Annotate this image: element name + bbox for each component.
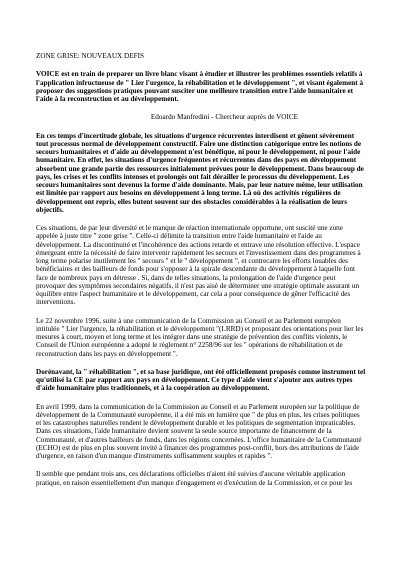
intro-line: VOICE est en train de preparer un livre blanc visant à étudier et illustrer les problèmes essentiels relatifs à: [36, 70, 363, 79]
intro-line: proposer des suggestions pratiques pouvant susciter une meilleure transition entre l'aide humanitaire et: [36, 86, 354, 95]
paragraph-line: absorbent une grande partie des ressources initialement prévues pour le développement. Dans beaucoup de: [36, 164, 364, 173]
paragraph-line: appelée à juste titre " zone grise ". Celle-ci délimite la transition entre l'aide humanitaire et l'aide au: [36, 232, 322, 241]
paragraph-line: et les catastrophes naturelles rendent le développement durable et les politiques de segmentation impraticables.: [36, 419, 356, 427]
paragraph-line: émergeant entre la nécessité de faire intervenir rapidement les secours et l'investissement dans des programmes à: [36, 248, 361, 257]
paragraph-line: mesures à court, moyen et long terme et les intégrer dans une stratégie de prévention des conflits violents, le: [36, 333, 348, 341]
paragraph-line: long terme polarise inutilement les " secours " et le " développement ", et contrecarre les efforts louables des: [36, 257, 348, 265]
paragraph-line: En avril 1999, dans la communication de la Commission au Conseil et au Parlement européen sur la politique de: [36, 402, 360, 411]
paragraph-line: est limitée par rapport aux besoins en développement à long terme. Là où des activités régulières de: [36, 189, 341, 198]
paragraph-line: pays, les crises et les conflits intenses et prolongés ont fait dérailler le processus du développement. Les: [36, 172, 350, 181]
paragraph-line: objectifs.: [36, 205, 64, 214]
paragraph-line: provoquer des symptômes secondaires négatifs, il n'est pas aisé de déterminer une stratégie optimale assurant un: [36, 281, 360, 290]
paragraph-line: (ECHO) est de plus en plus souvent invité à financer des programmes post-conflit, hors des attributions de l'aide: [36, 443, 360, 452]
section-4-paragraph: [36, 368, 413, 393]
section-3-paragraph: [36, 317, 413, 358]
paragraph-line: secours humanitaires et d'aide au développement n'est bénéfique, ni pour le développement, ni pour l'aide: [36, 148, 361, 156]
paragraph-line: Dorénavant, la " réhabilitation ", et sa base juridique, ont été officiellement proposés comme instrument tel: [36, 367, 366, 376]
intro-line: l'aide à la reconstruction et au développement.: [36, 95, 179, 103]
section-5-paragraph: [36, 403, 413, 461]
paragraph-line: Communauté, et d'autres bailleurs de fonds, dans les régions concernées. L'office humanitaire de la Communauté: [36, 435, 362, 444]
paragraph-line: qu'utilisé la CE par rapport aux pays en développement. Ce type d'aide vient s'ajouter aux autres types: [36, 376, 353, 384]
paragraph-line: Ces situations, de par leur diversité et le manque de réaction internationale opportune, ont suscité une zone: [36, 224, 343, 232]
intro-line: l'application infructueuse de " Lier l'urgence, la réhabilitation et le développement ", et visant également à: [36, 78, 364, 87]
paragraph-line: pratique, en raison essentiellement d'un manque d'engagement et d'exécution de la Commission, et ce pour les: [36, 478, 353, 487]
paragraph-line: secours humanitaires sont devenus la forme d'aide dominante. Mais, par leur nature même, leur utilisation: [36, 181, 363, 189]
paragraph-line: développement de la Communauté européenne, il a été mis en lumière que " de plus en plus, les crises politiques: [36, 410, 360, 419]
document-page: [36, 52, 413, 487]
paragraph-line: développement. La discontinuité et l'incohérence des actions retarde et entrave une résolution effective. L'espace: [36, 240, 360, 249]
section-6-paragraph: [36, 470, 413, 487]
paragraph-line: bénéficiaires et des bailleurs de fonds pour s'opposer à la spirale descendante du développement à laquelle font: [36, 265, 356, 274]
paragraph-line: interventions.: [36, 298, 76, 307]
paragraph-line: Conseil de l'Union européenne a adopté le règlement n° 2258/96 sur les " opérations de réhabilitation et de: [36, 341, 343, 350]
paragraph-line: Il semble que pendant trois ans, ces déclarations officielles n'aient été suivies d'aucune véritable application: [36, 470, 346, 479]
document-heading: ZONE GRISE: NOUVEAUX DEFIS: [36, 52, 145, 60]
section-1-paragraph: [36, 132, 413, 215]
paragraph-line: face de nombreux pays en détresse . Si, dans de telles situations, la prolongation de l'aide d'urgence peut: [36, 273, 336, 282]
intro-paragraph: [36, 70, 413, 103]
paragraph-line: En ces temps d'incertitude globale, les situations d'urgence récurrentes interdisent et gênent sévèrement: [36, 131, 355, 140]
section-2-paragraph: [36, 224, 413, 307]
paragraph-line: développement ont repris, elles butent souvent sur des obstacles considérables à la réalisation de leurs: [36, 197, 347, 206]
paragraph-line: humanitaire. En effet, les situations d'urgence fréquentes et récurrentes dans des pays en développement: [36, 156, 357, 165]
paragraph-line: Dans ces situations, l'aide humanitaire devient souvent la seule source importante de financement de la: [36, 427, 332, 436]
paragraph-line: d'urgence, en raison d'un manque d'instruments suffisamment souples et rapides ".: [36, 452, 273, 460]
paragraph-line: équilibre entre l'aspect humanitaire et le développement, car cela a pour conséquence de gêner l'efficacité des: [36, 290, 351, 298]
paragraph-line: reconstruction dans les pays en développement ".: [36, 349, 178, 358]
paragraph-line: Le 22 novembre 1996, suite à une communication de la Commission au Conseil et au Parlement européen: [36, 316, 341, 325]
paragraph-line: d'aide humanitaire plus traditionnels, et à la coopération au développement.: [36, 384, 270, 393]
paragraph-line: tout processus normal de développement constructif. Faire une distinction catégorique entre les notions de: [36, 139, 362, 148]
paragraph-line: intitulée " Lier l'urgence, la réhabilitation et le développement "(LRRD) et proposant des orientations pour lier les: [36, 324, 364, 333]
author-byline: Edoardo Manfredini - Chercheur auprès de VOICE: [150, 113, 299, 122]
